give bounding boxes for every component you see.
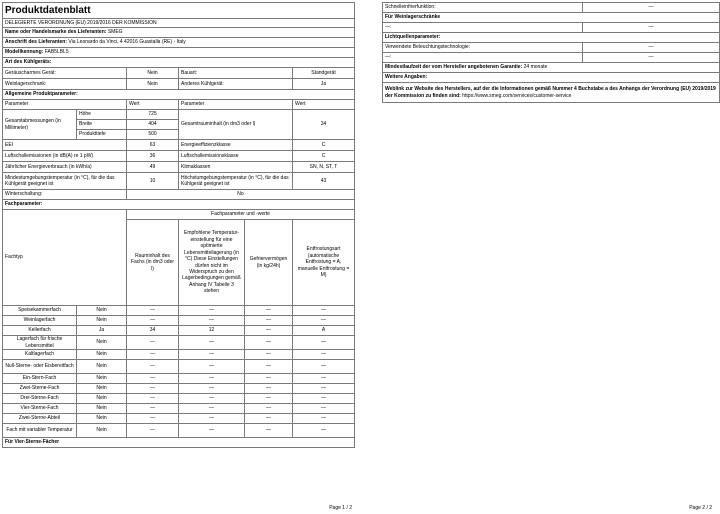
fach-row: Ein-Stern-Fach Nein — — — — [3, 374, 355, 384]
fach-row: Speisekammerfach Nein — — — — [3, 306, 355, 316]
dimensions-row: Gesamtabmessungen (in Millimeter) Höhe 725 Gesamtrauminhalt (in dm3 oder l) 34 [3, 110, 355, 120]
general-parameters-heading: Allgemeine Produktparameter: [3, 90, 355, 100]
appliance-type-row: Weinlagerschrank: Nein Anderes Kühlgerät: Ja [3, 79, 355, 90]
datasheet-table-page-2 [382, 2, 720, 103]
weblink-row: Weblink zur Website des Herstellers, auf der die Informationen gemäß Nummer 4 Buchstabe a des Anhangs der Verordnung (EU) 2019/2019 der Kommission zu finden sind: https://www.smeg.com/services/customer-service [383, 83, 720, 103]
fach-row: Kaltlagerfach Nein — — — — [3, 350, 355, 360]
page-number: Page 1 / 2 [329, 505, 352, 511]
appliance-type-row: Geräuscharmes Gerät: Nein Bauart: Standgerät [3, 68, 355, 79]
parameter-header-row: Parameter Wert Parameter Wert [3, 100, 355, 110]
fach-row: Drei-Sterne-Fach Nein — — — — [3, 394, 355, 404]
fachtyp-label: Fachtyp [3, 210, 127, 306]
general-row: Luftschallemissionen (in dB(A) re 1 pW) 36 Luftschallemissionsklasse C [3, 151, 355, 162]
winter-row: Winterschaltung: No [3, 190, 355, 200]
fach-row: Vier-Sterne-Fach Nein — — — — [3, 404, 355, 414]
page-title: Produktdatenblatt [3, 3, 355, 19]
appliance-type-heading: Art des Kühlgeräts: [3, 58, 355, 68]
dimensions-label: Gesamtabmessungen (in Millimeter) [3, 110, 77, 140]
general-row: Mindestumgebungstemperatur (in °C), für die das Kühlgerät geeignet ist 10 Höchstumgebungstemperatur (in °C), für die das Kühlgerät geeignet ist 43 [3, 173, 355, 190]
datasheet-page-2 [380, 0, 720, 514]
fach-row: Lagerfach für frische Lebensmittel Nein — — — — [3, 336, 355, 350]
fach-header-row: Fachtyp Fachparameter und -werte [3, 210, 355, 220]
compartment-heading: Fachparameter: [3, 200, 355, 210]
dimensions-row: Produkttiefe 500 [3, 130, 355, 140]
fach-row: Zwei-Sterne-Abteil Nein — — — — [3, 414, 355, 424]
model-row: Modellkennung: FAB5LBL5 [3, 48, 355, 58]
general-row: EEI 63 Energieeffizienzklasse C [3, 140, 355, 151]
fach-row: Kellerfach Ja 34 12 — A [3, 326, 355, 336]
volume-value: 34 [293, 110, 355, 140]
fach-row: Zwei-Sterne-Fach Nein — — — — [3, 384, 355, 394]
quick-freeze-row: Schnelleinfrierfunktion: — [383, 3, 720, 13]
warranty-row: Mindestlaufzeit der vom Hersteller angebotenen Garantie: 24 monate [383, 63, 720, 73]
supplier-address-row: Anschrift des Lieferanten: Via Leonardo da Vinci, 4 42016 Guastalla (RE) - Italy [3, 38, 355, 48]
fach-column-headers: Rauminhalt des Fachs (in dm3 oder l) Empfohlene Temperatur-einstellung für eine optimierte Lebensmittellagerung (in °C) Diese Einstellungen dürfen nicht im Widerspruch zu den Lagerbedingungen gemäß Anhang IV Tabelle 3 stehen Gefriervermögen (in kg/24h) Entfrostungsart (automatische Entfrostung = A, manuelle Entfrostung = M) [3, 220, 355, 306]
fach-row: Null-Sterne- oder Eisbereitfach Nein — — — — [3, 360, 355, 374]
general-row: Jährlicher Energieverbrauch (in kWh/a) 49 Klimaklassen SN, N, ST, T [3, 162, 355, 173]
datasheet-table-page-1 [2, 2, 355, 448]
four-star-heading: Für Vier-Sterne-Fächer [3, 438, 355, 448]
light-row: Verwendete Beleuchtungstechnologie: — [383, 43, 720, 53]
light-row: —: — [383, 53, 720, 63]
fach-row: Fach mit variabler Temperatur Nein — — — — [3, 424, 355, 438]
volume-label: Gesamtrauminhalt (in dm3 oder l) [179, 110, 293, 140]
wine-heading: Für Weinlagerschränke [383, 13, 720, 23]
more-info-heading: Weitere Angaben: [383, 73, 720, 83]
dimensions-row: Breite 404 [3, 120, 355, 130]
light-source-heading: Lichtquellenparameter: [383, 33, 720, 43]
supplier-name-row: Name oder Handelsmarke des Lieferanten: SMEG [3, 28, 355, 38]
fach-row: Weinlagerfach Nein — — — — [3, 316, 355, 326]
wine-row: —: — [383, 23, 720, 33]
weblink-value[interactable]: https://www.smeg.com/services/customer-service [460, 92, 572, 99]
page-number: Page 2 / 2 [689, 505, 712, 511]
regulation-text: DELEGIERTE VERORDNUNG (EU) 2019/2016 DER KOMMISSION [3, 19, 355, 28]
